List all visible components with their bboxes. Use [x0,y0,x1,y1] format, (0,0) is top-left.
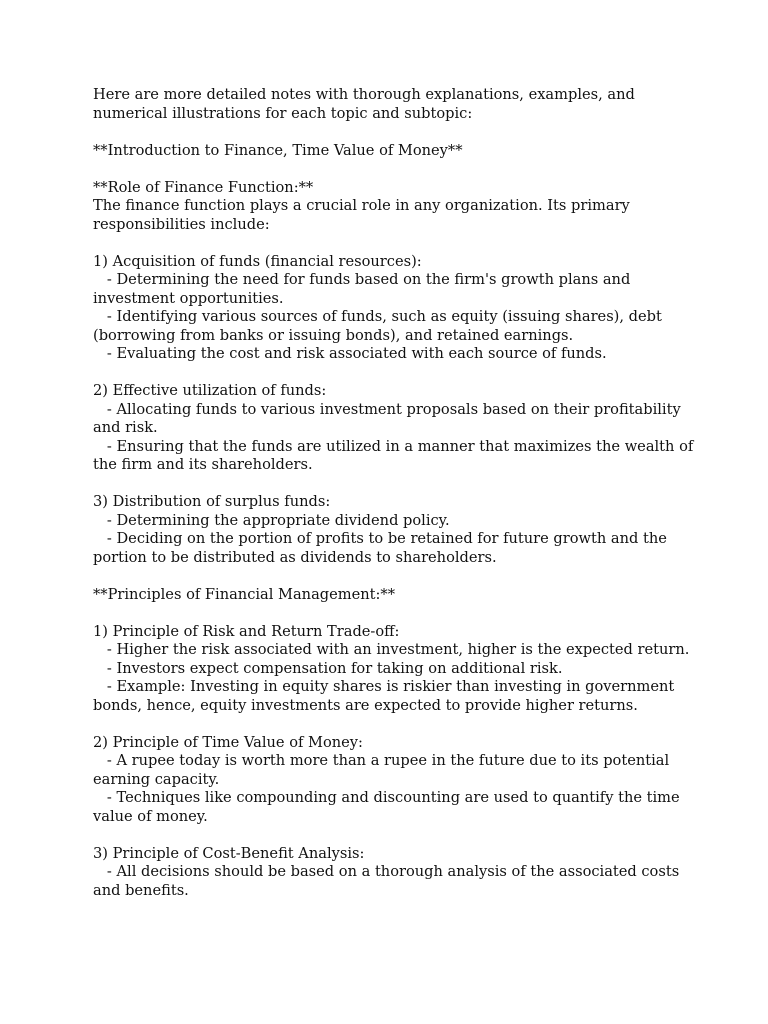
text-line: value of money. [93,807,208,825]
text-line: 2) Effective utilization of funds: [93,382,327,399]
text-line: - Higher the risk associated with an investment, higher is the expected return. [93,641,690,658]
text-line: **Role of Finance Function:** [93,178,314,196]
text-line: responsibilities include: [93,215,270,233]
text-line: 1) Principle of Risk and Return Trade-off: [93,622,400,640]
text-line: investment opportunities. [93,289,284,307]
text-line: - Techniques like compounding and discounting are used to quantify the time [93,789,680,806]
blank-line [93,567,693,586]
text-line: portion to be distributed as dividends to shareholders. [93,548,497,566]
text-line: 3) Principle of Cost-Benefit Analysis: [93,844,365,862]
text-line: - Evaluating the cost and risk associated with each source of funds. [93,345,607,362]
text-line: - Example: Investing in equity shares is riskier than investing in government [93,678,675,695]
blank-line [93,715,693,734]
text-line: - Identifying various sources of funds, such as equity (issuing shares), debt [93,308,662,325]
text-line: Here are more detailed notes with thorough explanations, examples, and [93,86,635,103]
blank-line [93,160,693,179]
text-line: The finance function plays a crucial role in any organization. Its primary [93,197,630,214]
text-line: - Allocating funds to various investment proposals based on their profitability [93,400,681,418]
text-line: - Determining the appropriate dividend policy. [93,511,450,529]
blank-line [93,475,693,494]
text-line: and risk. [93,419,158,436]
text-line: 3) Distribution of surplus funds: [93,493,331,510]
blank-line [93,364,693,383]
text-line: - All decisions should be based on a thorough analysis of the associated costs [93,863,680,880]
blank-line [93,123,693,142]
text-line: - Determining the need for funds based on the firm's growth plans and [93,271,631,288]
text-line: numerical illustrations for each topic and subtopic: [93,104,473,122]
text-line: earning capacity. [93,770,220,788]
blank-line [93,604,693,623]
text-line: - Deciding on the portion of profits to be retained for future growth and the [93,530,667,547]
text-line: and benefits. [93,881,189,899]
text-line: - A rupee today is worth more than a rupee in the future due to its potential [93,752,670,769]
text-line: - Ensuring that the funds are utilized in a manner that maximizes the wealth of [93,437,694,455]
text-line: **Principles of Financial Management:** [93,585,396,603]
text-line: - Investors expect compensation for taking on additional risk. [93,659,563,677]
text-line: 1) Acquisition of funds (financial resources): [93,252,422,270]
blank-line [93,234,693,253]
text-line: bonds, hence, equity investments are expected to provide higher returns. [93,696,638,714]
text-line: **Introduction to Finance, Time Value of Money** [93,141,463,159]
blank-line [93,826,693,845]
text-line: 2) Principle of Time Value of Money: [93,733,363,751]
text-line: (borrowing from banks or issuing bonds), and retained earnings. [93,326,574,344]
document-page [93,86,693,900]
text-line: the firm and its shareholders. [93,456,313,473]
